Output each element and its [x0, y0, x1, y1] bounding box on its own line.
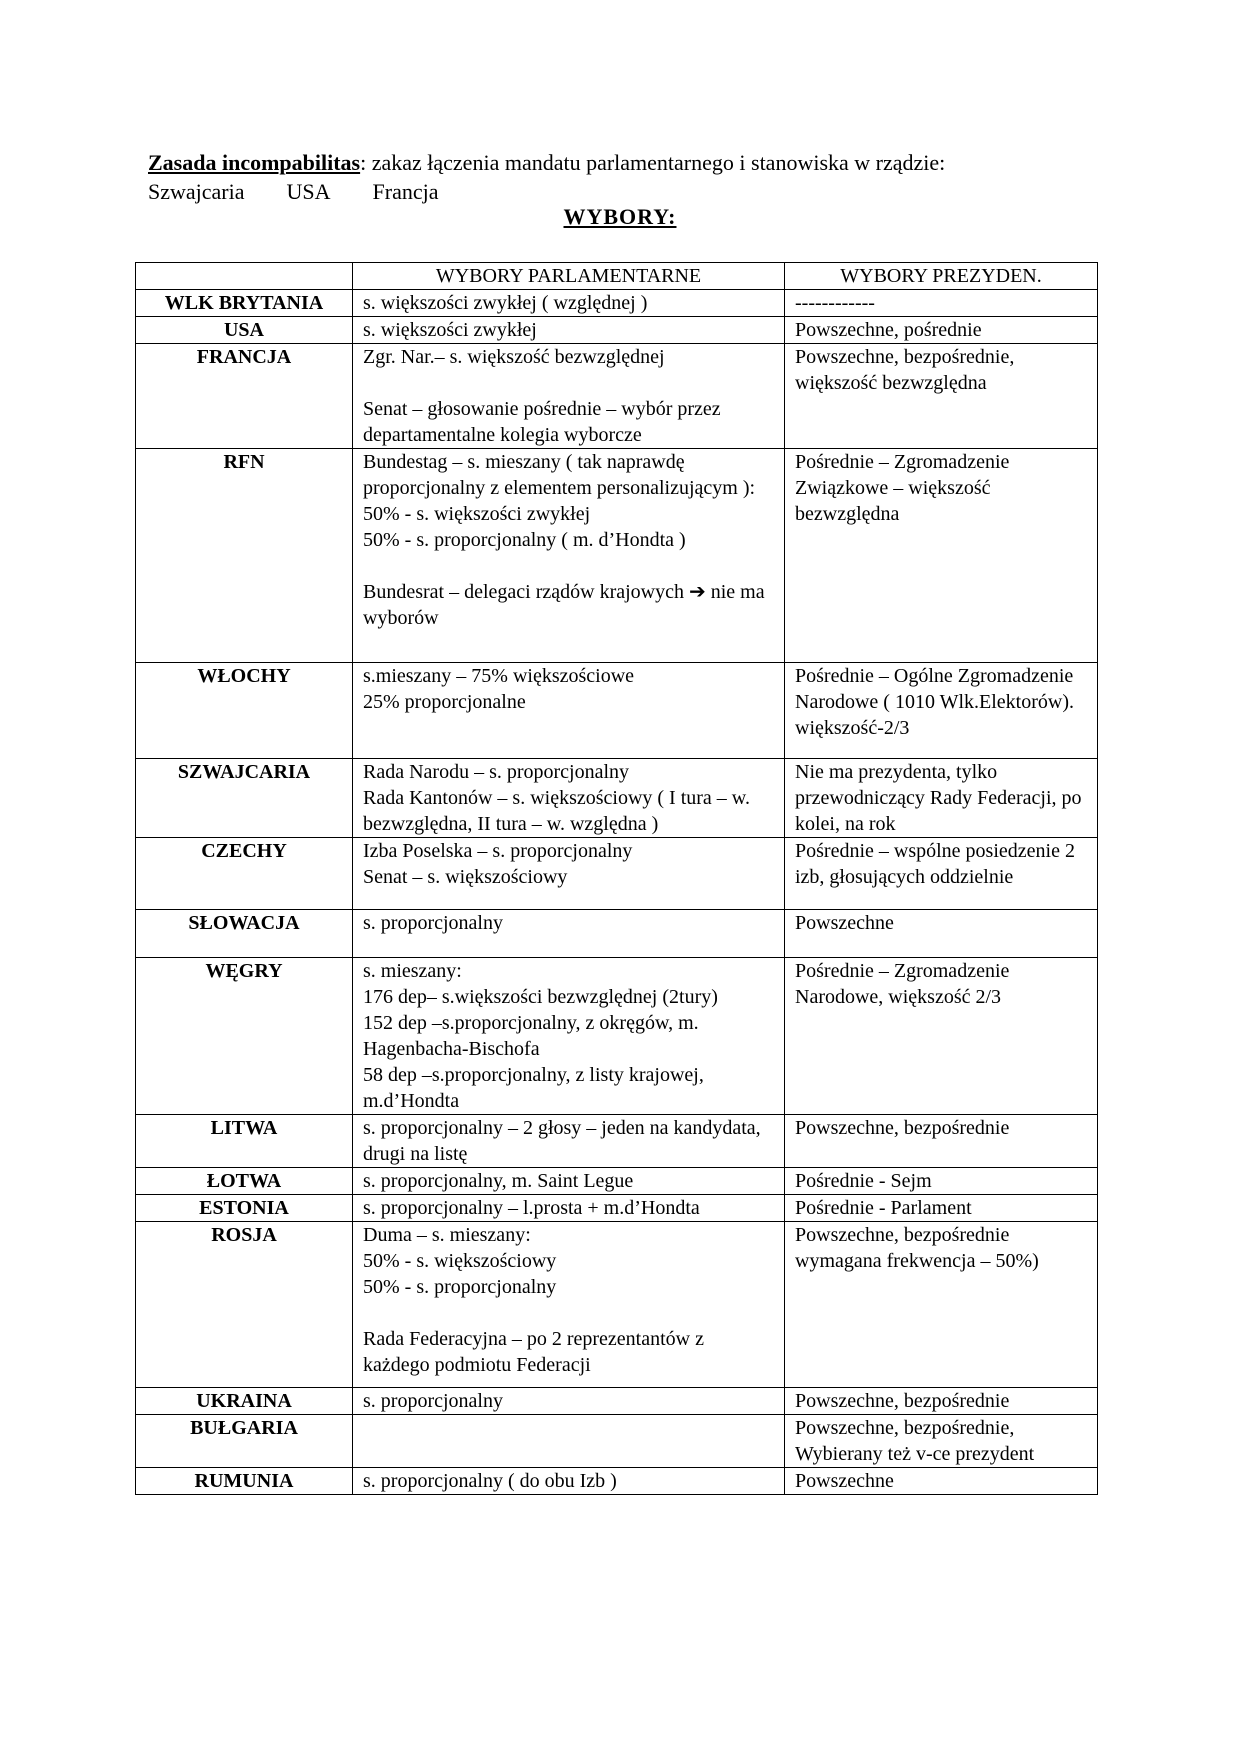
parliament-cell: Bundestag – s. mieszany ( tak naprawdę proporcjonalny z elementem personalizującym ): 50% - s. większości zwykłej 50% - s. proporcjonalny ( m. d’Hondta ) Bundesrat – delegaci rządów krajowych ➔ nie ma wyborów [353, 449, 785, 663]
header-president: WYBORY PREZYDEN. [785, 263, 1098, 290]
country-cell: LITWA [136, 1115, 353, 1168]
country-cell: SZWAJCARIA [136, 759, 353, 838]
table-row [136, 1195, 1098, 1222]
parliament-cell: Rada Narodu – s. proporcjonalny Rada Kantonów – s. większościowy ( I tura – w. bezwzględna, II tura – w. względna ) [353, 759, 785, 838]
table-row [136, 1222, 1098, 1388]
president-cell: Powszechne, bezpośrednie [785, 1388, 1098, 1415]
country-cell: CZECHY [136, 838, 353, 910]
president-cell: Pośrednie – Zgromadzenie Narodowe, większość 2/3 [785, 958, 1098, 1115]
country-cell: BUŁGARIA [136, 1415, 353, 1468]
parliament-cell: s. proporcjonalny [353, 1388, 785, 1415]
table-row [136, 910, 1098, 958]
table-row [136, 449, 1098, 663]
country-cell: WŁOCHY [136, 663, 353, 759]
table-row [136, 1168, 1098, 1195]
intro-country: Szwajcaria [148, 179, 245, 204]
table-row [136, 958, 1098, 1115]
table-row [136, 1415, 1098, 1468]
country-cell: USA [136, 317, 353, 344]
president-cell: Powszechne, bezpośrednie [785, 1115, 1098, 1168]
intro-line [148, 148, 1108, 177]
parliament-cell: Zgr. Nar.– s. większość bezwzględnej Senat – głosowanie pośrednie – wybór przez departamentalne kolegia wyborcze [353, 344, 785, 449]
table-row [136, 317, 1098, 344]
country-cell: WĘGRY [136, 958, 353, 1115]
table-row [136, 1388, 1098, 1415]
section-title: WYBORY: [563, 204, 677, 229]
president-cell: Powszechne [785, 1468, 1098, 1495]
parliament-cell: s.mieszany – 75% większościowe 25% proporcjonalne [353, 663, 785, 759]
parliament-cell: Izba Poselska – s. proporcjonalny Senat – s. większościowy [353, 838, 785, 910]
parliament-cell: s. mieszany: 176 dep– s.większości bezwzględnej (2tury) 152 dep –s.proporcjonalny, z okręgów, m. Hagenbacha-Bischofa 58 dep –s.proporcjonalny, z listy krajowej, m.d’Hondta [353, 958, 785, 1115]
header-parliament: WYBORY PARLAMENTARNE [353, 263, 785, 290]
table-row [136, 344, 1098, 449]
country-cell: FRANCJA [136, 344, 353, 449]
country-cell: ROSJA [136, 1222, 353, 1388]
table-row [136, 663, 1098, 759]
country-cell: RUMUNIA [136, 1468, 353, 1495]
table-row [136, 1115, 1098, 1168]
parliament-cell: Duma – s. mieszany: 50% - s. większościowy 50% - s. proporcjonalny Rada Federacyjna – po 2 reprezentantów z każdego podmiotu Federacji [353, 1222, 785, 1388]
country-cell: RFN [136, 449, 353, 663]
president-cell: Powszechne, bezpośrednie wymagana frekwencja – 50%) [785, 1222, 1098, 1388]
header-country [136, 263, 353, 290]
intro-term: Zasada incompabilitas [148, 150, 361, 175]
table-row [136, 290, 1098, 317]
intro-rest: : zakaz łączenia mandatu parlamentarnego i stanowiska w rządzie: [360, 150, 946, 175]
parliament-cell: s. większości zwykłej ( względnej ) [353, 290, 785, 317]
table-row [136, 759, 1098, 838]
president-cell: Pośrednie - Sejm [785, 1168, 1098, 1195]
elections-table [135, 262, 1098, 1495]
country-cell: SŁOWACJA [136, 910, 353, 958]
intro-country: USA [286, 179, 331, 204]
country-cell: ESTONIA [136, 1195, 353, 1222]
country-cell: UKRAINA [136, 1388, 353, 1415]
parliament-cell: s. proporcjonalny – l.prosta + m.d’Hondta [353, 1195, 785, 1222]
president-cell: Nie ma prezydenta, tylko przewodniczący Rady Federacji, po kolei, na rok [785, 759, 1098, 838]
intro-countries [148, 177, 480, 206]
president-cell: Pośrednie – Ogólne Zgromadzenie Narodowe ( 1010 Wlk.Elektorów). większość-2/3 [785, 663, 1098, 759]
president-cell: Pośrednie – Zgromadzenie Związkowe – większość bezwzględna [785, 449, 1098, 663]
parliament-cell: s. proporcjonalny ( do obu Izb ) [353, 1468, 785, 1495]
president-cell: Pośrednie - Parlament [785, 1195, 1098, 1222]
table-row [136, 838, 1098, 910]
parliament-cell: s. proporcjonalny [353, 910, 785, 958]
parliament-cell: s. proporcjonalny, m. Saint Legue [353, 1168, 785, 1195]
parliament-cell [353, 1415, 785, 1468]
table-header-row [136, 263, 1098, 290]
country-cell: ŁOTWA [136, 1168, 353, 1195]
president-cell: Powszechne [785, 910, 1098, 958]
country-cell: WLK BRYTANIA [136, 290, 353, 317]
parliament-cell: s. proporcjonalny – 2 głosy – jeden na kandydata, drugi na listę [353, 1115, 785, 1168]
president-cell: Powszechne, pośrednie [785, 317, 1098, 344]
table-row [136, 1468, 1098, 1495]
parliament-cell: s. większości zwykłej [353, 317, 785, 344]
president-cell: Powszechne, bezpośrednie, większość bezwzględna [785, 344, 1098, 449]
president-cell: Powszechne, bezpośrednie, Wybierany też v-ce prezydent [785, 1415, 1098, 1468]
president-cell: ------------ [785, 290, 1098, 317]
intro-country: Francja [372, 179, 439, 204]
president-cell: Pośrednie – wspólne posiedzenie 2 izb, głosujących oddzielnie [785, 838, 1098, 910]
